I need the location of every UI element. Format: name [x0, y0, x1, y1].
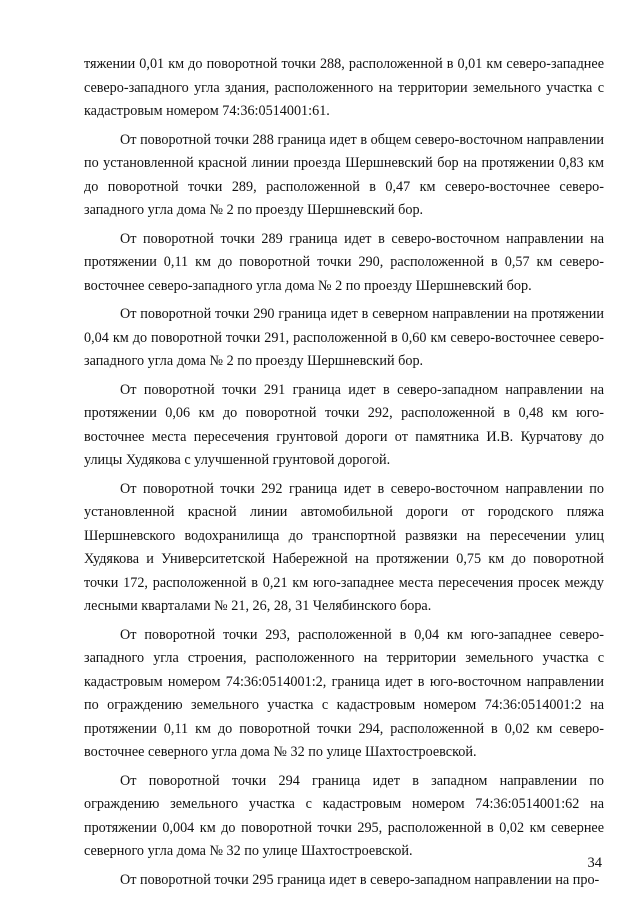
paragraph: От поворотной точки 290 граница идет в северном направлении на протяжении 0,04 км до поворотной точки 291, расположенной в 0,60 км северо-восточнее северо-западного угла дома № 2 по проезду Шершневский бор. [84, 306, 604, 369]
document-body [84, 53, 604, 897]
page-number: 34 [587, 855, 602, 871]
paragraph: От поворотной точки 288 граница идет в общем северо-восточном направлении по установленной красной линии проезда Шершневский бор на протяжении 0,83 км до поворотной точки 289, расположенной в 0,47 км северо-восточнее северо-западного угла дома № 2 по проезду Шершневский бор. [84, 131, 604, 218]
paragraph: От поворотной точки 289 граница идет в северо-восточном направлении на протяжении 0,11 км до поворотной точки 290, расположенной в 0,57 км северо-восточнее северо-западного угла дома № 2 по проезду Шершневский бор. [84, 230, 604, 294]
paragraph: От поворотной точки 292 граница идет в северо-восточном направлении по установленной красной линии автомобильной дороги от городского пляжа Шершневского водохранилища до транспортной развязки на пересечении улиц Худякова и Университетской Набережной на протяжении 0,75 км до поворотной точки 172, расположенной в 0,21 км юго-западнее места пересечения просек между лесными кварталами № 21, 26, 28, 31 Челябинского бора. [84, 480, 604, 614]
paragraph-last: От поворотной точки 295 граница идет в северо-западном направлении на про- [120, 871, 600, 888]
paragraph: От поворотной точки 291 граница идет в северо-западном направлении на протяжении 0,06 км до поворотной точки 292, расположенной в 0,48 км юго-восточнее места пересечения грунтовой дороги от памятника И.В. Курчатову до улицы Худякова с улучшенной грунтовой дорогой. [84, 381, 604, 468]
paragraph: От поворотной точки 293, расположенной в 0,04 км юго-западнее северо-западного угла строения, расположенного на территории земельного участка с кадастровым номером 74:36:0514001:2, граница идет в юго-восточном направлении по ограждению земельного участка с кадастровым номером 74:36:0514001:2 на протяжении 0,11 км до поворотной точки 294, расположенной в 0,02 км северо-восточнее северного угла дома № 32 по улице Шахтостроевской. [84, 626, 604, 760]
paragraph: От поворотной точки 294 граница идет в западном направлении по ограждению земельного участка с кадастровым номером 74:36:0514001:62 на протяжении 0,004 км до поворотной точки 295, расположенной в 0,02 км севернее северного угла дома № 32 по улице Шахтостроевской. [84, 772, 604, 859]
paragraph-continuation: тяжении 0,01 км до поворотной точки 288, расположенной в 0,01 км северо-западнее северо-западного угла здания, расположенного на территории земельного участка с кадастровым номером 74:36:0514001:61. [84, 56, 604, 119]
